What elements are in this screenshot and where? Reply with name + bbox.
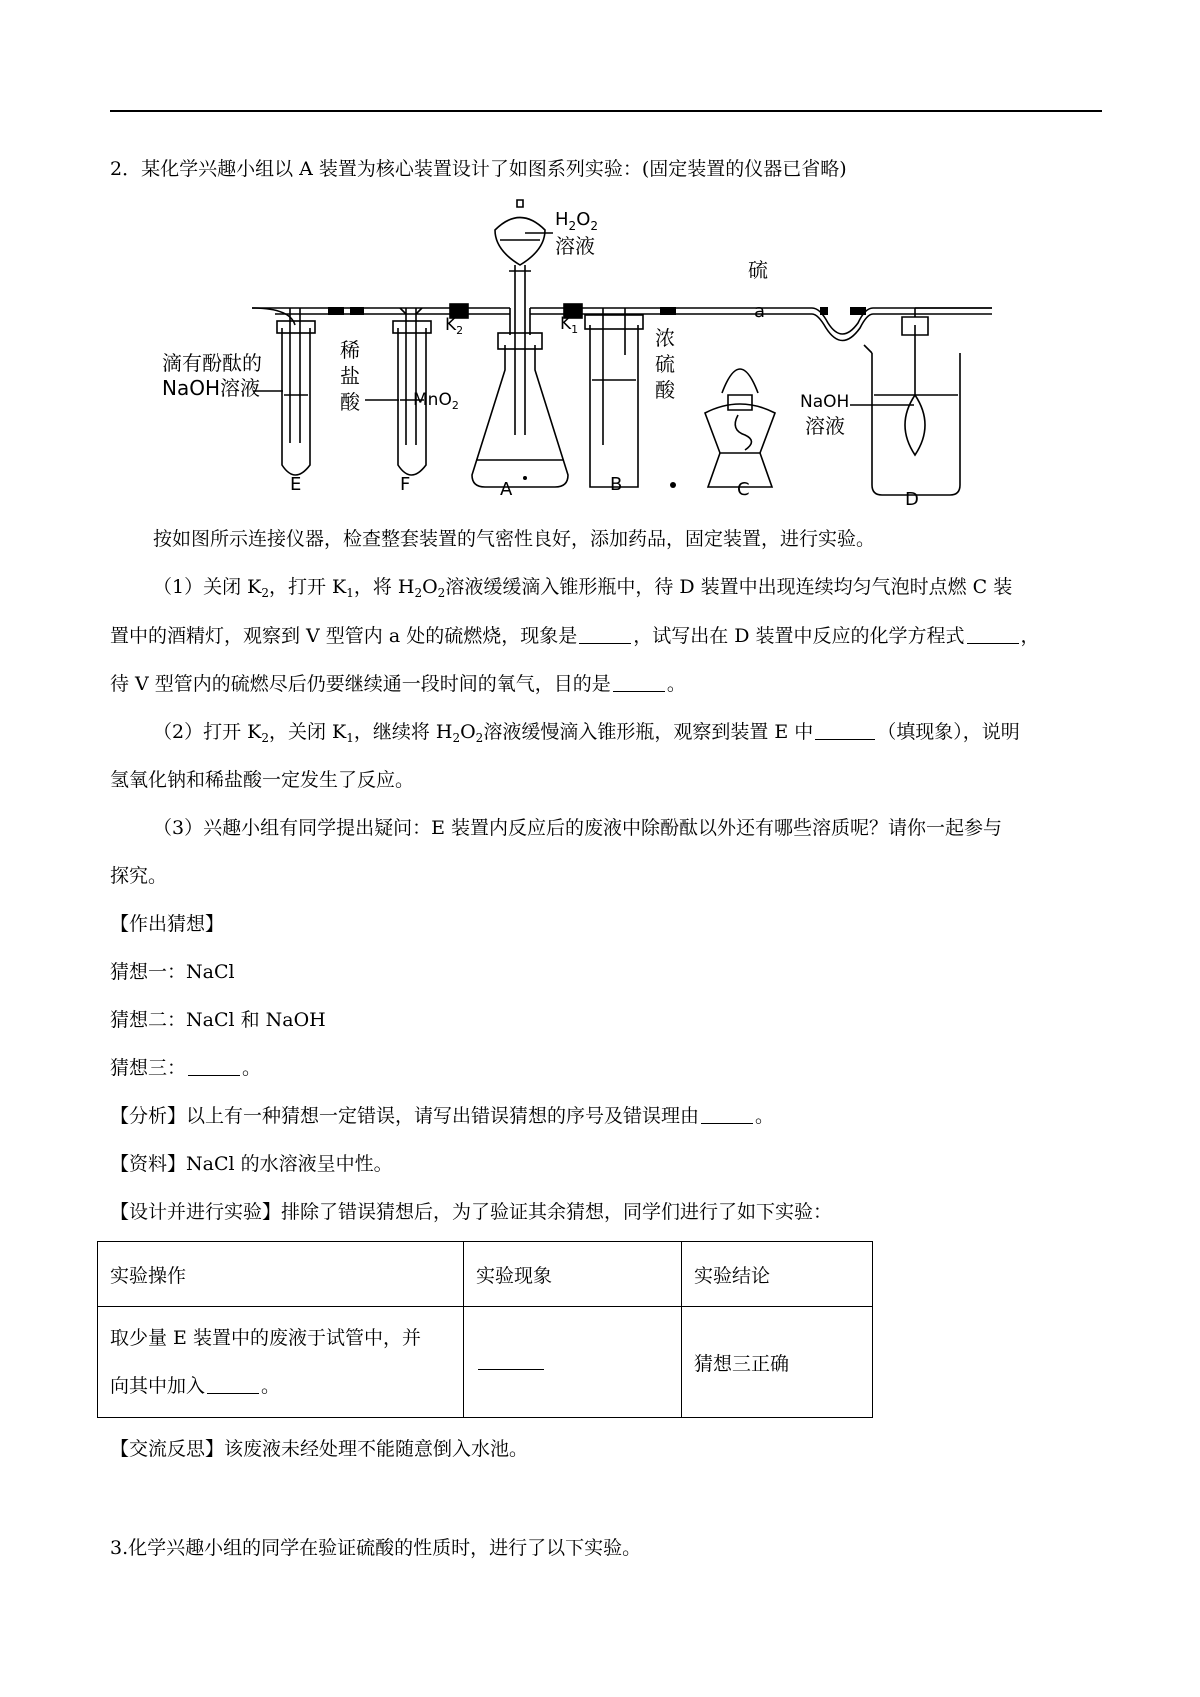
label-e-1: 滴有酚酞的 [162,351,262,375]
label-d-1: NaOH [800,392,850,412]
table-cell-conclusion: 猜想三正确 [682,1307,873,1418]
answer-blank [579,627,631,644]
q2-intro: 2．某化学兴趣小组以 A 装置为核心装置设计了如图系列实验：(固定装置的仪器已省略) [110,158,847,180]
label-f-1: 稀 [340,338,360,362]
label-a: a [754,301,766,322]
table-row [98,1307,873,1418]
label-h2o2-solution: 溶液 [555,234,595,258]
label-f-2: 盐 [340,364,360,388]
table-cell-operation [98,1307,464,1418]
answer-blank [815,723,875,740]
label-b-2: 硫 [655,352,675,376]
label-d-2: 溶液 [805,414,845,438]
answer-blank [207,1377,259,1394]
label-b-1: 浓 [655,326,675,350]
operation-line1: 取少量 E 装置中的废液于试管中，并 [110,1327,421,1349]
q2-part1-line1: （1）关闭 $K_2$，打开 $K_1$，将 $H_2O_2$溶液缓缓滴入锥形瓶中，待 D 装置中出现连续均匀气泡时点燃 C 装 [153,576,1013,600]
q2-line1: 按如图所示连接仪器，检查整套装置的气密性良好，添加药品，固定装置，进行实验。 [153,528,876,550]
label-mno2: MnO$_2$ [413,390,459,412]
guess-one: 猜想一：NaCl [110,961,235,983]
table-cell-phenomenon [464,1307,682,1418]
q2-part2-line2: 氢氧化钠和稀盐酸一定发生了反应。 [110,769,415,791]
q2-part1-line2: 置中的酒精灯，观察到 V 型管内 a 处的硫燃烧，现象是 ，试写出在 D 装置中反应的化学方程式 ， [110,625,1040,647]
label-h2o2: $H_2O_2$ [555,209,598,233]
guess-three: 猜想三： 。 [110,1057,262,1079]
q2-part3-line2: 探究。 [110,865,168,887]
label-letter-d: D [905,489,919,510]
label-b-3: 酸 [655,378,675,402]
experiment-table [97,1241,873,1418]
header-rule [110,110,1102,112]
label-letter-a: A [500,479,513,500]
q2-part3-line1: （3）兴趣小组有同学提出疑问：E 装置内反应后的废液中除酚酞以外还有哪些溶质呢？请你一起参与 [153,817,1003,839]
reflect-line: 【交流反思】该废液未经处理不能随意倒入水池。 [110,1438,529,1460]
operation-line2: 向其中加入 。 [110,1375,281,1397]
q3-intro: 3.化学兴趣小组的同学在验证硫酸的性质时，进行了以下实验。 [110,1537,642,1559]
answer-blank [613,675,665,692]
label-k1: $K_1$ [560,314,579,336]
q2-part1-line3: 待 V 型管内的硫燃尽后仍要继续通一段时间的氧气，目的是 。 [110,673,686,695]
guess-heading: 【作出猜想】 [110,913,225,935]
analysis-line: 【分析】以上有一种猜想一定错误，请写出错误猜想的序号及错误理由 。 [110,1105,775,1127]
label-letter-c: C [737,479,750,500]
label-letter-f: F [400,474,411,495]
design-line: 【设计并进行实验】排除了错误猜想后，为了验证其余猜想，同学们进行了如下实验： [110,1201,833,1223]
label-k2: $K_2$ [445,315,464,337]
label-letter-b: B [610,474,623,495]
q2-part2-line1: （2）打开 $K_2$，关闭 $K_1$，继续将 $H_2O_2$溶液缓慢滴入锥形瓶，观察到装置 E 中 （填现象），说明 [153,721,1020,745]
answer-blank [967,627,1019,644]
answer-blank [478,1353,544,1370]
label-e-2: NaOH溶液 [162,376,260,400]
guess-two: 猜想二：NaCl 和 NaOH [110,1009,326,1031]
answer-blank [188,1059,240,1076]
table-header: 实验现象 [464,1242,682,1307]
apparatus-diagram [160,195,1060,510]
info-line: 【资料】NaCl 的水溶液呈中性。 [110,1153,393,1175]
table-header: 实验结论 [682,1242,873,1307]
table-header: 实验操作 [98,1242,464,1307]
label-letter-e: E [290,474,302,495]
label-f-3: 酸 [340,390,360,414]
label-sulfur: 硫 [748,258,768,282]
answer-blank [701,1107,753,1124]
table-header-row [98,1242,873,1307]
